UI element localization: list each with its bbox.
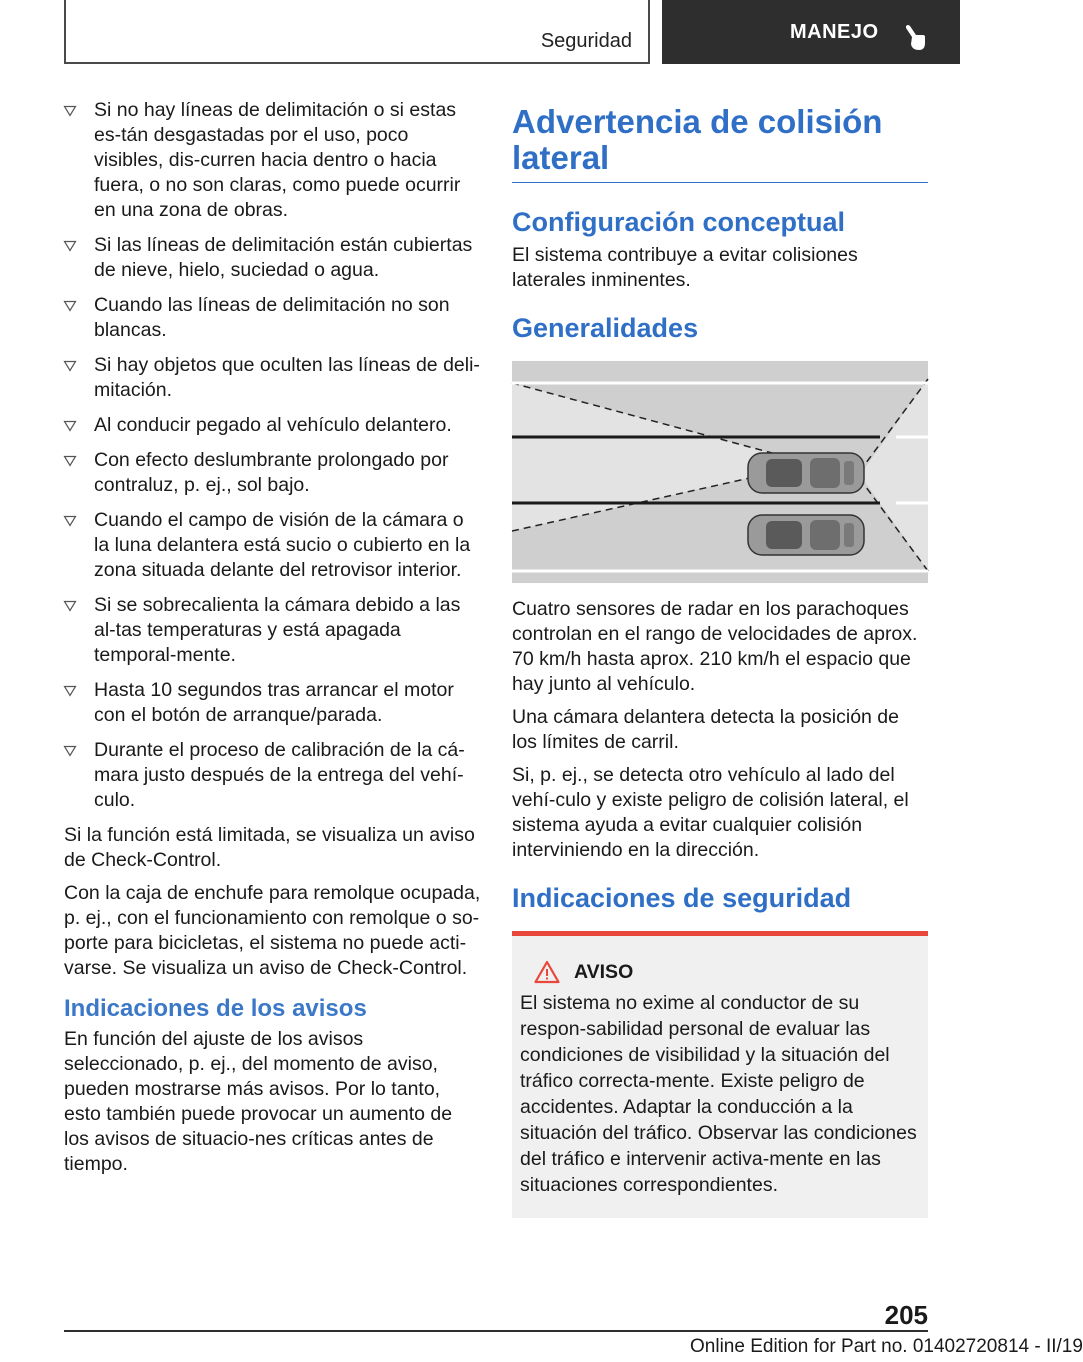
list-item-text: Cuando el campo de visión de la cámara o la luna delantera está sucio o cubierto en la zona situada delante del retrovisor interior. (94, 509, 471, 581)
header-section-box (64, 0, 650, 64)
list-item (64, 508, 482, 583)
general-heading: Generalidades (512, 313, 699, 343)
list-item-text: Si se sobrecalienta la cámara debido a las al-tas temperaturas y está apagada temporal-mente. (94, 594, 461, 666)
hand-steering-icon (900, 24, 928, 52)
triangle-bullet-icon (64, 686, 76, 696)
list-item (64, 98, 482, 223)
triangle-bullet-icon (64, 516, 76, 526)
warnings-heading: Indicaciones de los avisos (64, 995, 367, 1022)
header-chapter-label: MANEJO (790, 20, 879, 43)
triangle-bullet-icon (64, 241, 76, 251)
triangle-bullet-icon (64, 301, 76, 311)
list-item-text: Si las líneas de delimitación están cubiertas de nieve, hielo, suciedad o agua. (94, 234, 473, 281)
road-diagram (512, 361, 928, 583)
list-item-text: Al conducir pegado al vehículo delantero. (94, 414, 452, 436)
list-item (64, 293, 482, 343)
general-paragraph-3: Si, p. ej., se detecta otro vehículo al lado del vehí-culo y existe peligro de colisión lateral, el sistema ayuda a evitar cualquier colisión interviniendo en la dirección. (512, 764, 909, 861)
concept-heading: Configuración conceptual (512, 207, 846, 237)
left-column (64, 98, 482, 1185)
list-item-text: Durante el proceso de calibración de la cá-mara justo después de la entrega del vehí-culo. (94, 739, 465, 811)
list-item-text: Si no hay líneas de delimitación o si estas es-tán desgastadas por el uso, poco visibles, dis-curren hacia dentro o hacia fuera, o no son claras, como puede ocurrir en una zona de obras. (94, 99, 461, 221)
general-paragraph-2: Una cámara delantera detecta la posición de los límites de carril. (512, 706, 899, 753)
concept-paragraph: El sistema contribuye a evitar colisiones laterales inminentes. (512, 244, 858, 291)
triangle-bullet-icon (64, 746, 76, 756)
side-collision-illustration (512, 361, 928, 583)
warning-box (512, 931, 928, 1218)
list-item-text: Con efecto deslumbrante prolongado por contraluz, p. ej., sol bajo. (94, 449, 449, 496)
triangle-bullet-icon (64, 106, 76, 116)
limited-function-paragraph: Si la función está limitada, se visualiza un aviso de Check-Control. (64, 824, 475, 871)
limitations-list (64, 98, 482, 813)
warning-triangle-icon (534, 960, 560, 984)
trailer-socket-paragraph: Con la caja de enchufe para remolque ocupada, p. ej., con el funcionamiento con remolque o so-porte para bicicletas, el sistema no puede acti-varse. Se visualiza un aviso de Check-Control. (64, 882, 481, 979)
list-item (64, 233, 482, 283)
triangle-bullet-icon (64, 601, 76, 611)
warning-title: AVISO (574, 960, 634, 983)
list-item-text: Hasta 10 segundos tras arrancar el motor con el botón de arranque/parada. (94, 679, 454, 726)
warning-text: El sistema no exime al conductor de su respon-sabilidad personal de evaluar las condiciones de visibilidad y la situación del tráfico correcta-mente. Existe peligro de accidentes. Adaptar la conducción a la situación del tráfico. Observar las condiciones del tráfico e intervenir activa-mente en las situaciones correspondientes. (520, 992, 917, 1196)
general-paragraph-1: Cuatro sensores de radar en los parachoques controlan en el rango de velocidades de aprox. 70 km/h hasta aprox. 210 km/h el espacio que hay junto al vehículo. (512, 598, 918, 695)
list-item (64, 678, 482, 728)
list-item-text: Si hay objetos que oculten las líneas de deli-mitación. (94, 354, 480, 401)
triangle-bullet-icon (64, 456, 76, 466)
list-item (64, 738, 482, 813)
footer-edition: Online Edition for Part no. 01402720814 - II/19 (690, 1336, 1083, 1357)
header-section-label: Seguridad (540, 30, 632, 52)
page-number: 205 (884, 1300, 928, 1330)
list-item (64, 448, 482, 498)
footer-divider (64, 1330, 928, 1332)
warnings-paragraph: En función del ajuste de los avisos seleccionado, p. ej., del momento de aviso, pueden mostrarse más avisos. Por lo tanto, esto también puede provocar un aumento de los avisos de situacio-nes críticas antes de tiempo. (64, 1028, 453, 1175)
list-item (64, 353, 482, 403)
triangle-bullet-icon (64, 421, 76, 431)
triangle-bullet-icon (64, 361, 76, 371)
header-chapter-tab (662, 0, 960, 64)
list-item (64, 593, 482, 668)
section-title: Advertencia de colisión lateral (512, 104, 928, 183)
warning-title-row (520, 960, 920, 984)
right-column (512, 104, 928, 1218)
safety-heading: Indicaciones de seguridad (512, 883, 852, 913)
list-item (64, 413, 482, 438)
list-item-text: Cuando las líneas de delimitación no son blancas. (94, 294, 450, 341)
